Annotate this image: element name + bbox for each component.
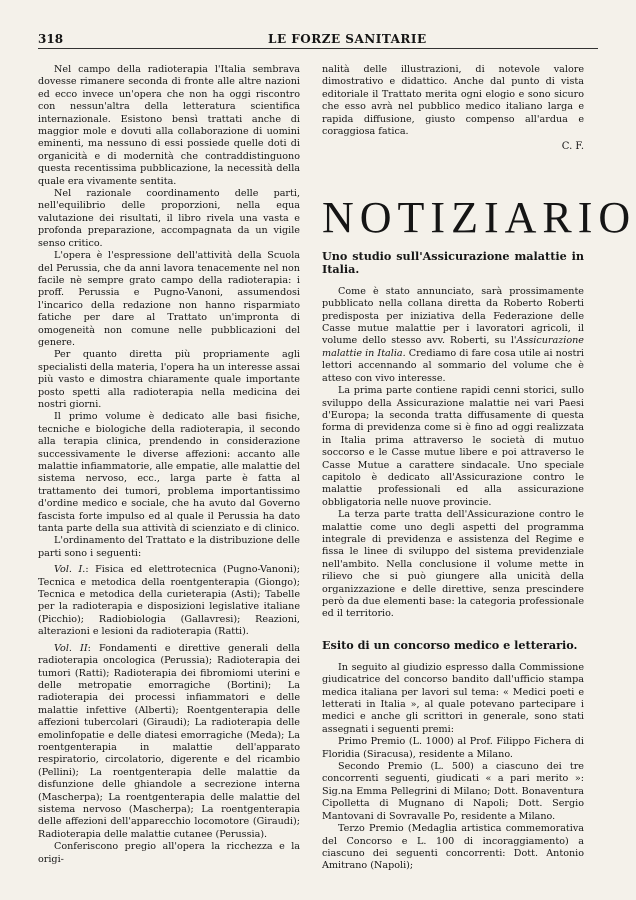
volume-one-label: Vol. I. <box>54 564 86 576</box>
paragraph: Primo Premio (L. 1000) al Prof. Filippo Fichera di Floridia (Siracusa), residente a Milano. <box>322 736 584 760</box>
article-title: Uno studio sull'Assicurazione malattie in Italia. <box>322 248 584 276</box>
volume-two-label: Vol. II <box>54 642 88 654</box>
paragraph <box>322 286 584 385</box>
volume-one-entry <box>38 564 300 638</box>
paragraph: L'opera è l'espressione dell'attività della Scuola del Perussia, che da anni lavora tenacemente nel non facile nè sempre grato campo della radioterapia: i proff. Perussia e Pugno-Vanoni, assumendosi l'incarico della redazione non hanno risparmiato fatiche per dare al Trattato un'impronta di omogeneità non comune nelle pubblicazioni del genere. <box>38 250 300 348</box>
paragraph: Terzo Premio (Medaglia artistica commemorativa del Concorso e L. 100 di incoraggiamento) a ciascuno dei seguenti concorrenti: Dott. Antonio Amitrano (Napoli); <box>322 823 584 872</box>
paragraph: La prima parte contiene rapidi cenni storici, sullo sviluppo della Assicurazione malattie nei vari Paesi d'Europa; la seconda tratta diffusamente di questa forma di previdenza come si è fino ad oggi realizzata in Italia prima attraverso le società di mutuo soccorso e le Casse mutue libere e poi attraverso le Casse Mutue a carattere sindacale. Uno speciale capitolo è dedicato all'Assicurazione contro le malattie professionali ed alla assicurazione obbligatoria nelle nuove provincie. <box>322 385 584 508</box>
volume-two-text: : Fondamenti e direttive generali della radioterapia oncologica (Perussia); Radioterapia dei tumori (Ratti); Radioterapia dei fibromiomi uterini e delle metropatie emorragiche (Bortini); La radioterapia dei processi infiammatori e delle malattie infettive (Alberti); Roentgenterapia delle affezioni tubercolari (Giraudi); La radioterapia delle emolinfopatie e delle diatesi emorragiche (Meda); La roentgenterapia in malattie dell'apparato respiratorio, circolatorio, digerente e del ricambio (Pellini); La roentgenterapia delle malattie da disfunzione delle ghiandole a secrezione interna (Mascherpa); La roentgenterapia delle malattie del sistema nervoso (Mascherpa); La roentgenterapia delle affezioni dell'apparecchio locomotore (Giraudi); Radioterapia delle malattie cutanee (Perussia). <box>38 642 300 840</box>
paragraph: In seguito al giudizio espresso dalla Commissione giudicatrice del concorso bandito dall'ufficio stampa medica italiana per lavori sul tema: « Medici poeti e letterati in Italia », al quale potevano partecipare i medici e anche gli scrittori in generale, sono stati assegnati i seguenti premi: <box>322 661 584 735</box>
paragraph: Nel razionale coordinamento delle parti, nell'equilibrio delle proporzioni, nella equa valutazione dei risultati, il libro rivela una vasta e profonda preparazione, accompagnata da un vigile senso critico. <box>38 188 300 249</box>
review-signature: C. F. <box>561 141 584 153</box>
page-header <box>38 28 598 48</box>
right-column <box>322 64 636 873</box>
section-title: NOTIZIARIO <box>322 192 636 242</box>
paragraph: Il primo volume è dedicato alle basi fisiche, tecniche e biologiche della radioterapia, il secondo alla terapia clinica, prendendo in considerazione successivamente le diverse affezioni: accanto alle malattie infiammatorie, alle empatie, alle malattie del sistema nervoso, ecc., larga parte è fatta al trattamento dei tumori, problema importantissimo d'ordine medico e sociale, che ha avuto dal Governo fascista forte impulso ed al quale il Perussia ha dato tanta parte della sua attività di scienziato e di clinico. <box>38 411 300 535</box>
paragraph-text: Come è stato annunciato, sarà prossimamente pubblicato nella collana diretta da Roberto Roberti predisposta per iniziativa della Federazione delle Casse mutue malattie per i lavoratori agricoli, il volume dello stesso avv. Roberti, su l' <box>322 285 584 347</box>
paragraph: La terza parte tratta dell'Assicurazione contro le malattie come uno degli aspetti del programma integrale di previdenza e assistenza del Regime e fissa le linee di sviluppo del sistema previdenziale nell'ambito. Nella conclusione il volume mette in rilievo che si può giungere alla unicità della organizzazione e delle direttive, senza prescindere però da due elementi base: la categoria professionale ed il territorio. <box>322 509 584 620</box>
left-column <box>38 64 300 866</box>
paragraph: Secondo Premio (L. 500) a ciascuno dei tre concorrenti seguenti, giudicati « a pari merito »: Sig.na Emma Pellegrini di Milano; Dott. Bonaventura Cipolletta di Mugnano di Napoli; Dott. Sergio Mantovani di Sovravalle Po, residente a Milano. <box>322 761 584 822</box>
paragraph-text: Crediamo di fare cosa utile ai nostri lettori accennando al sommario del volume che è atteso con vivo interesse. <box>322 347 585 384</box>
volume-two-entry <box>38 643 300 842</box>
running-title: LE FORZE SANITARIE <box>268 32 427 46</box>
volume-one-text: : Fisica ed elettrotecnica (Pugno-Vanoni); Tecnica e metodica della roentgenterapia (Giongo); Tecnica e metodica della curieterapia (Asti); Tabelle per la radioterapia e disposizioni legislative italiane (Picchio); Radiobiologia (Gallavresi); Reazioni, alterazioni e lesioni da radioterapia (Ratti). <box>38 564 300 638</box>
book-title: Assicurazione malattie in Italia. <box>322 335 584 359</box>
paragraph: L'ordinamento del Trattato e la distribuzione delle parti sono i seguenti: <box>38 535 300 559</box>
page-number: 318 <box>38 32 64 46</box>
paragraph: Nel campo della radioterapia l'Italia sembrava dovesse rimanere seconda di fronte alle altre nazioni ed ecco invece un'opera che non ha oggi riscontro con nessun'altra della letteratura scientifica internazionale. Esistono bensì trattati anche di maggior mole e dovuti alla collaborazione di uomini eminenti, ma nessuno di essi possiede quelle doti di organicità e di modernità che contraddistinguono questa recentissima pubblicazione, la necessità della quale era vivamente sentita. <box>38 64 300 187</box>
review-continuation: nalità delle illustrazioni, di notevole valore dimostrativo e didattico. Anche dal punto di vista editoriale il Trattato merita ogni elogio e sono sicuro che esso avrà nel pubblico medico italiano larga e rapida diffusione, giusto compenso all'ardua e coraggiosa fatica. <box>322 64 584 138</box>
header-rule <box>38 48 598 49</box>
paragraph: Conferiscono pregio all'opera la ricchezza e la origi- <box>38 841 300 865</box>
paragraph: Per quanto diretta più propriamente agli specialisti della materia, l'opera ha un interesse assai più vasto e dimostra chiaramente quale importante posto spetti alla radioterapia nella medicina dei nostri giorni. <box>38 349 300 410</box>
article-title: Esito di un concorso medico e letterario. <box>322 637 578 652</box>
